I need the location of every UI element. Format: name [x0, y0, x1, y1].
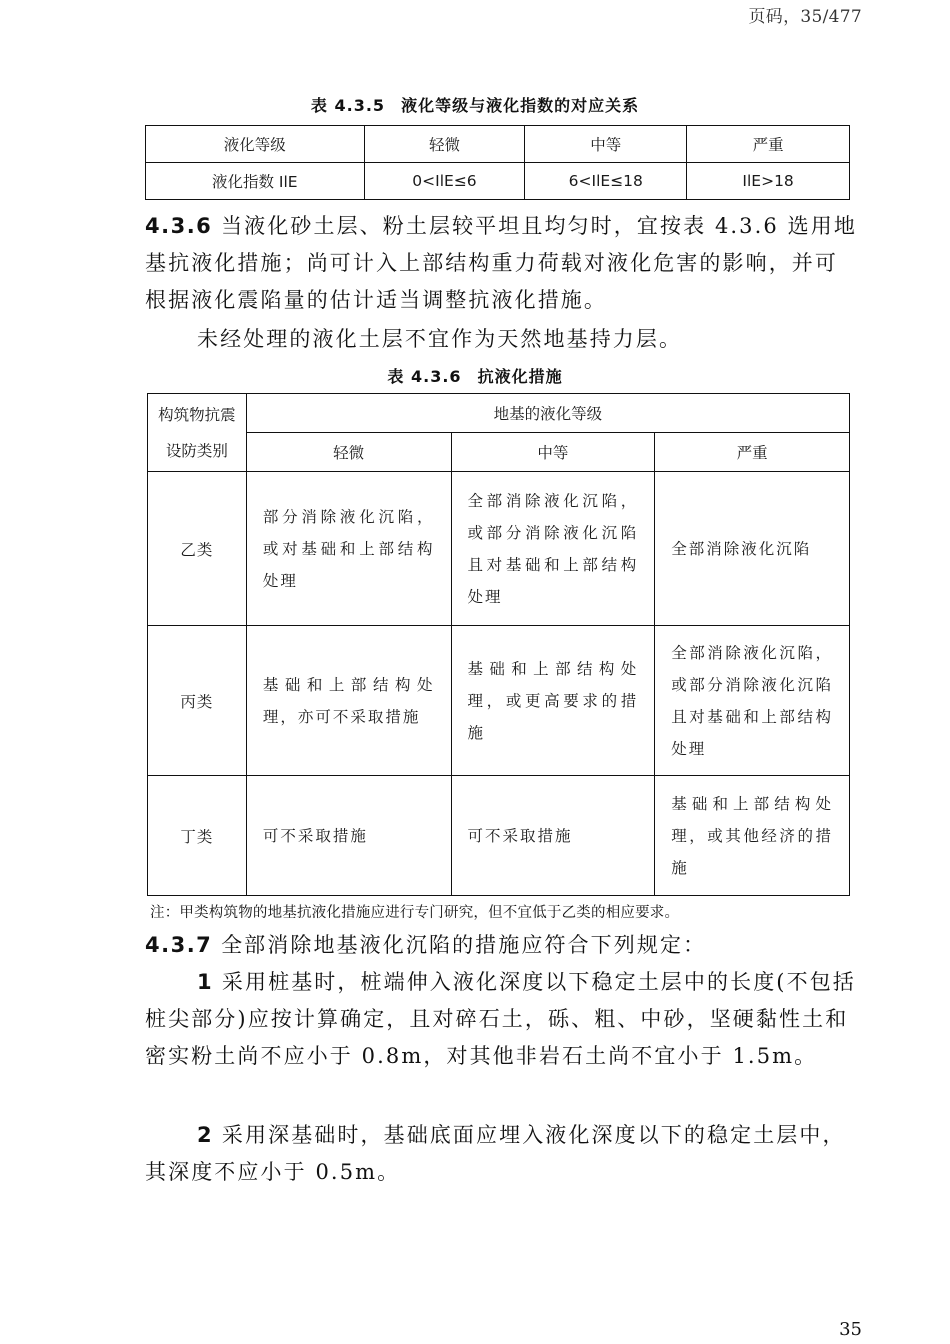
table-cell: 全部消除液化沉陷 [655, 472, 850, 626]
table-cell: 全部消除液化沉陷，或部分消除液化沉陷且对基础和上部结构处理 [655, 626, 850, 776]
table-cell: 部分消除液化沉陷，或对基础和上部结构处理 [246, 472, 451, 626]
item-2 [145, 1117, 857, 1191]
section-number: 4.3.6 [145, 214, 213, 238]
table-note: 注：甲类构筑物的地基抗液化措施应进行专门研究，但不宜低于乙类的相应要求。 [150, 905, 680, 921]
table-4-3-5-caption [0, 93, 950, 116]
table-cell: 轻微 [364, 126, 525, 163]
section-intro: 全部消除地基液化沉陷的措施应符合下列规定： [221, 933, 707, 957]
row-header-cell: 构筑物抗震设防类别 [148, 394, 247, 472]
section-text: 当液化砂土层、粉土层较平坦且均匀时，宜按表 4.3.6 选用地基抗液化措施；尚可计入上部结构重力荷载对液化危害的影响，并可根据液化震陷量的估计适当调整抗液化措施。 [145, 214, 857, 312]
table-cell: 6<IlE≤18 [525, 163, 687, 200]
item-text: 采用桩基时，桩端伸入液化深度以下稳定土层中的长度(不包括桩尖部分)应按计算确定，且对碎石土，砾、粗、中砂，坚硬黏性土和密实粉土尚不应小于 0.8m，对其他非岩石土尚不宜小于 1.5m。 [145, 970, 856, 1068]
table-cell: IlE>18 [687, 163, 850, 200]
category-cell: 丙类 [148, 626, 247, 776]
item-number: 2 [197, 1123, 214, 1147]
section-4-3-6 [145, 208, 857, 319]
table-cell: 严重 [687, 126, 850, 163]
table-header-row [148, 394, 850, 433]
table-header-row [148, 433, 850, 472]
table-4-3-6 [147, 393, 850, 896]
table-cell: 全部消除液化沉陷，或部分消除液化沉陷且对基础和上部结构处理 [451, 472, 655, 626]
table-4-3-5 [145, 125, 850, 200]
section-number: 4.3.7 [145, 933, 213, 957]
category-cell: 乙类 [148, 472, 247, 626]
level-header-cell: 轻微 [246, 433, 451, 472]
table-header-row [146, 126, 850, 163]
table-row [148, 472, 850, 626]
page-indicator: 页码，35/477 [748, 7, 862, 27]
table-cell: 可不采取措施 [451, 776, 655, 896]
table-cell: 基础和上部结构处理，或更高要求的措施 [451, 626, 655, 776]
table-cell: 液化指数 IlE [146, 163, 365, 200]
table-caption-number: 表 4.3.5 [310, 96, 386, 115]
item-1 [145, 964, 857, 1075]
table-caption-number: 表 4.3.6 [387, 367, 462, 386]
section-4-3-7 [145, 927, 857, 964]
table-cell: 基础和上部结构处理，亦可不采取措施 [246, 626, 451, 776]
table-row [146, 163, 850, 200]
table-4-3-6-caption [0, 364, 950, 387]
category-cell: 丁类 [148, 776, 247, 896]
item-number: 1 [197, 970, 214, 994]
table-cell: 基础和上部结构处理，或其他经济的措施 [655, 776, 850, 896]
level-header-cell: 严重 [655, 433, 850, 472]
table-row [148, 626, 850, 776]
group-header-cell: 地基的液化等级 [246, 394, 849, 433]
section-4-3-6-text2: 未经处理的液化土层不宜作为天然地基持力层。 [197, 327, 683, 351]
table-cell: 液化等级 [146, 126, 365, 163]
item-text: 采用深基础时，基础底面应埋入液化深度以下的稳定土层中，其深度不应小于 0.5m。 [145, 1123, 846, 1184]
table-cell: 可不采取措施 [246, 776, 451, 896]
table-caption-title: 抗液化措施 [477, 367, 563, 386]
table-caption-title: 液化等级与液化指数的对应关系 [401, 96, 640, 115]
table-cell: 0<IlE≤6 [364, 163, 525, 200]
table-cell: 中等 [525, 126, 687, 163]
level-header-cell: 中等 [451, 433, 655, 472]
page-number: 35 [839, 1319, 862, 1340]
table-row [148, 776, 850, 896]
